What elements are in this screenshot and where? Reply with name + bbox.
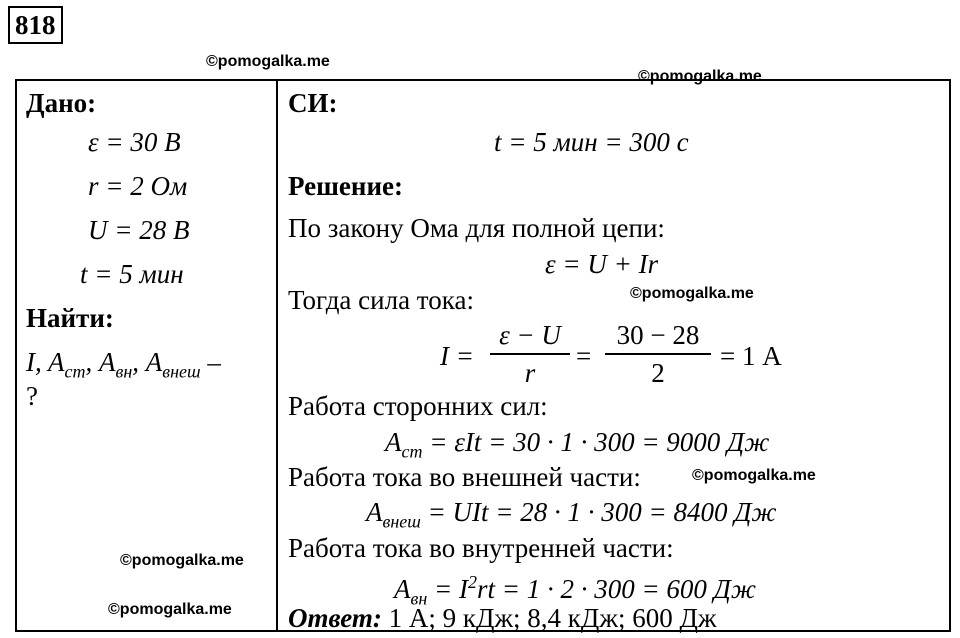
column-divider	[276, 79, 278, 632]
fraction-values: 30 − 28 2	[605, 320, 711, 388]
watermark: ©pomogalka.me	[108, 601, 232, 618]
equation-ohm: ε = U + Ir	[545, 249, 659, 279]
given-resistance: r = 2 Ом	[88, 171, 188, 201]
current-equals: =	[576, 341, 592, 371]
fraction-emf: ε − U r	[490, 320, 570, 388]
solution-text-current: Тогда сила тока:	[288, 285, 474, 315]
current-result: = 1 А	[720, 341, 782, 371]
solution-header: Решение:	[288, 171, 403, 201]
solution-text-outer-work: Работа тока во внешней части:	[288, 462, 641, 492]
si-header: СИ:	[288, 88, 338, 118]
solution-text-ohm: По закону Ома для полной цепи:	[288, 213, 665, 243]
watermark: ©pomogalka.me	[692, 467, 816, 484]
equation-work-inner: $A_{вн} = I^2rt = 1 \cdot 2 \cdot 300 = 600$ Дж	[394, 572, 756, 609]
watermark: ©pomogalka.me	[630, 285, 754, 302]
given-time: t = 5 мин	[80, 259, 184, 289]
current-lhs: I =	[440, 341, 474, 371]
given-header: Дано:	[26, 88, 97, 118]
watermark: ©pomogalka.me	[120, 552, 244, 569]
watermark: ©pomogalka.me	[638, 68, 762, 85]
solution-text-external-work: Работа сторонних сил:	[288, 391, 548, 421]
solution-text-inner-work: Работа тока во внутренней части:	[288, 533, 674, 563]
si-conversion: t = 5 мин = 300 с	[494, 127, 689, 157]
find-header: Найти:	[26, 303, 114, 333]
answer: Ответ: 1 А; 9 кДж; 8,4 кДж; 600 Дж	[288, 603, 717, 633]
watermark: ©pomogalka.me	[206, 53, 330, 70]
find-question: ?	[26, 381, 38, 411]
given-voltage: U = 28 В	[88, 215, 190, 245]
problem-number: 818	[8, 6, 63, 44]
equation-work-outer: $A_{внеш}$ = UIt = 28 · 1 · 300 = 8400 Дж	[366, 497, 777, 532]
equation-work-external-forces: $A_{ст} = \varepsilon It = 30 \cdot 1 \cdot 300 = 9000$ Дж	[385, 427, 770, 462]
find-quantities: I, $A_{ст}$, $A_{вн}$, $A_{внеш}$ –	[26, 347, 221, 382]
given-emf: ε = 30 В	[88, 127, 181, 157]
